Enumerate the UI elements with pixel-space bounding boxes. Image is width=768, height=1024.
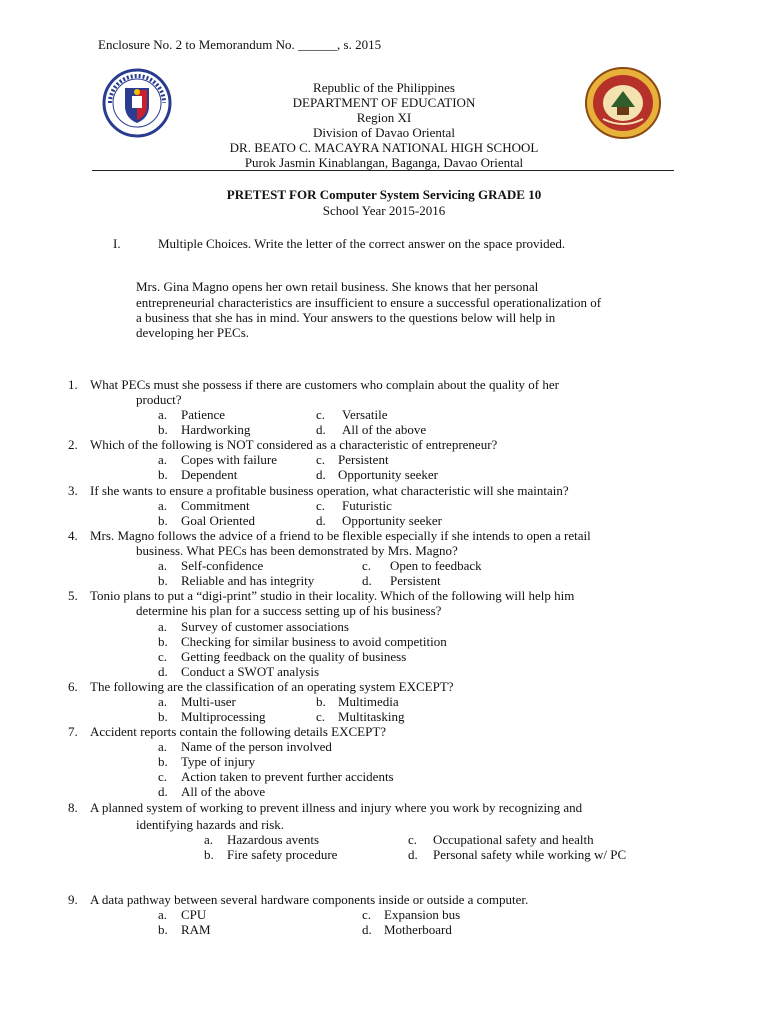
question-number: 9. (68, 892, 78, 907)
choice-text: Personal safety while working w/ PC (433, 847, 627, 862)
choice-text: Multimedia (338, 694, 399, 709)
choice-letter: c. (362, 558, 372, 573)
question-number: 4. (68, 528, 78, 543)
choice-text: Goal Oriented (181, 513, 256, 528)
section-instruction: Multiple Choices. Write the letter of the correct answer on the space provided. (158, 236, 566, 251)
choice-text: Commitment (181, 498, 250, 513)
choice-letter: b. (158, 709, 168, 724)
question-text: Which of the following is NOT considered as a characteristic of entrepreneur? (90, 437, 498, 452)
question-text: A planned system of working to prevent illness and injury where you work by recognizing and (90, 800, 583, 815)
choice-letter: d. (316, 513, 326, 528)
header-divider (92, 170, 674, 171)
question-number: 5. (68, 588, 78, 603)
choice-text: Checking for similar business to avoid competition (181, 634, 447, 649)
choice-letter: b. (204, 847, 214, 862)
scenario-line: developing her PECs. (136, 325, 250, 340)
choice-letter: d. (362, 573, 372, 588)
header-line-republic: Republic of the Philippines (313, 80, 455, 95)
scenario-line: a business that she has in mind. Your answers to the questions below will help in (136, 310, 556, 325)
header-line-region: Region XI (356, 110, 412, 125)
choice-letter: b. (158, 922, 168, 937)
choice-text: Action taken to prevent further accidents (181, 769, 394, 784)
choice-text: Open to feedback (390, 558, 482, 573)
choice-letter: c. (316, 407, 326, 422)
header-line-department: DEPARTMENT OF EDUCATION (292, 95, 476, 110)
school-year: School Year 2015-2016 (322, 203, 446, 218)
page-title: PRETEST FOR Computer System Servicing GRADE 10 (226, 187, 542, 202)
question-text: identifying hazards and risk. (136, 817, 285, 832)
choice-text: Reliable and has integrity (181, 573, 315, 588)
enclosure-line: Enclosure No. 2 to Memorandum No. ______, s. 2015 (98, 37, 382, 52)
question-text: Mrs. Magno follows the advice of a friend to be flexible especially if she intends to open a retail (90, 528, 591, 543)
question-number: 7. (68, 724, 78, 739)
choice-letter: d. (316, 422, 326, 437)
choice-text: Hardworking (181, 422, 251, 437)
choice-letter: a. (158, 558, 168, 573)
scenario-line: Mrs. Gina Magno opens her own retail business. She knows that her personal (136, 279, 539, 294)
choice-text: Multiprocessing (181, 709, 266, 724)
choice-text: Patience (181, 407, 226, 422)
question-text: product? (136, 392, 182, 407)
choice-text: Conduct a SWOT analysis (181, 664, 320, 679)
choice-text: RAM (181, 922, 211, 937)
choice-text: Self-confidence (181, 558, 264, 573)
choice-letter: b. (158, 467, 168, 482)
question-text: Accident reports contain the following details EXCEPT? (90, 724, 387, 739)
choice-letter: d. (158, 664, 168, 679)
question-number: 8. (68, 800, 78, 815)
choice-letter: a. (158, 407, 168, 422)
question-number: 3. (68, 483, 78, 498)
choice-text: Copes with failure (181, 452, 278, 467)
choice-text: Name of the person involved (181, 739, 332, 754)
choice-text: Dependent (181, 467, 238, 482)
section-number: I. (113, 236, 121, 251)
header-line-address: Purok Jasmin Kinablangan, Baganga, Davao Oriental (244, 155, 524, 170)
choice-text: Multi-user (181, 694, 236, 709)
question-text: The following are the classification of an operating system EXCEPT? (90, 679, 454, 694)
choice-letter: c. (316, 452, 326, 467)
choice-letter: d. (362, 922, 372, 937)
choice-letter: a. (158, 619, 168, 634)
question-number: 1. (68, 377, 78, 392)
choice-text: All of the above (181, 784, 266, 799)
question-number: 6. (68, 679, 78, 694)
choice-letter: d. (158, 784, 168, 799)
choice-letter: b. (158, 634, 168, 649)
choice-letter: a. (158, 498, 168, 513)
choice-letter: c. (158, 649, 168, 664)
choice-text: Persistent (390, 573, 441, 588)
choice-text: Opportunity seeker (342, 513, 443, 528)
choice-letter: a. (158, 694, 168, 709)
choice-letter: b. (158, 754, 168, 769)
choice-letter: d. (316, 467, 326, 482)
question-text: If she wants to ensure a profitable business operation, what characteristic will she maintain? (90, 483, 569, 498)
choice-text: Getting feedback on the quality of business (181, 649, 407, 664)
question-text: determine his plan for a success setting up of his business? (136, 603, 442, 618)
choice-text: Opportunity seeker (338, 467, 439, 482)
header-line-school: DR. BEATO C. MACAYRA NATIONAL HIGH SCHOOL (229, 140, 539, 155)
choice-letter: c. (158, 769, 168, 784)
question-text: Tonio plans to put a “digi-print” studio in their locality. Which of the following will help him (90, 588, 575, 603)
choice-text: Multitasking (338, 709, 405, 724)
header-line-division: Division of Davao Oriental (313, 125, 455, 140)
choice-text: Motherboard (384, 922, 452, 937)
choice-letter: c. (316, 709, 326, 724)
choice-letter: a. (158, 452, 168, 467)
choice-letter: a. (158, 739, 168, 754)
choice-letter: a. (204, 832, 214, 847)
choice-letter: b. (158, 573, 168, 588)
choice-text: Persistent (338, 452, 389, 467)
choice-letter: a. (158, 907, 168, 922)
choice-letter: b. (316, 694, 326, 709)
choice-text: Survey of customer associations (181, 619, 349, 634)
choice-letter: c. (362, 907, 372, 922)
choice-text: Hazardous avents (227, 832, 320, 847)
choice-letter: d. (408, 847, 418, 862)
choice-text: Type of injury (181, 754, 256, 769)
choice-letter: b. (158, 513, 168, 528)
choice-letter: b. (158, 422, 168, 437)
choice-text: Versatile (342, 407, 388, 422)
question-number: 2. (68, 437, 78, 452)
question-text: What PECs must she possess if there are customers who complain about the quality of her (90, 377, 559, 392)
choice-text: Futuristic (342, 498, 392, 513)
scenario-line: entrepreneurial characteristics are insufficient to ensure a successful operationalization of (136, 295, 602, 310)
question-text: A data pathway between several hardware components inside or outside a computer. (90, 892, 529, 907)
choice-text: Fire safety procedure (227, 847, 338, 862)
choice-letter: c. (316, 498, 326, 513)
choice-text: Occupational safety and health (433, 832, 594, 847)
question-text: business. What PECs has been demonstrated by Mrs. Magno? (136, 543, 458, 558)
choice-text: Expansion bus (384, 907, 461, 922)
choice-letter: c. (408, 832, 418, 847)
choice-text: CPU (181, 907, 207, 922)
choice-text: All of the above (342, 422, 427, 437)
